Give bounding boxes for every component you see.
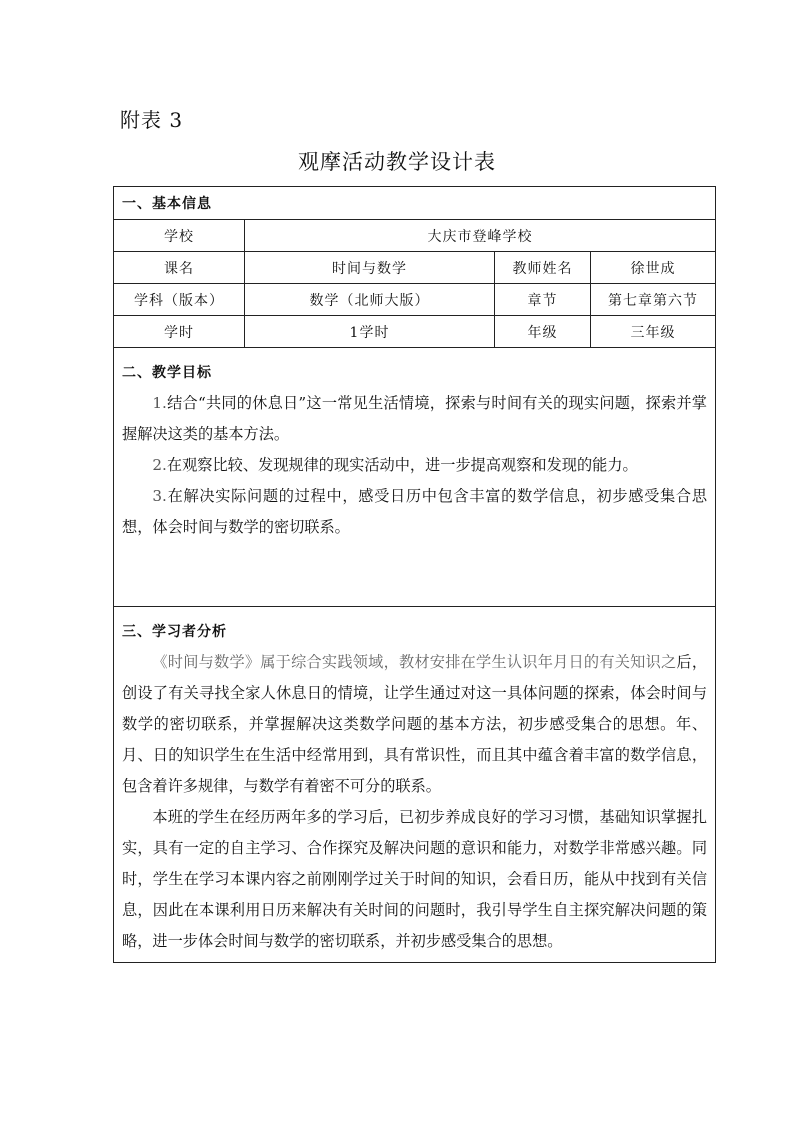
grade-value: 三年级 <box>591 316 716 348</box>
section2-row <box>114 348 716 607</box>
teacher-label: 教师姓名 <box>495 252 591 284</box>
hours-row <box>114 316 716 348</box>
appendix-label: 附表 3 <box>120 108 184 132</box>
hours-value: 1学时 <box>245 316 495 348</box>
page-title: 观摩活动教学设计表 <box>298 150 496 174</box>
section3-heading: 三、学习者分析 <box>122 624 227 640</box>
analysis-paragraph: 《时间与数学》属于综合实践领域，教材安排在学生认识年月日的有关知识之后，创设了有关寻找全家人休息日的情境，让学生通过对这一具体问题的探索，体会时间与数学的密切联系，并掌握解决这类数学问题的基本方法，初步感受集合的思想。年、月、日的知识学生在生活中经常用到，具有常识性，而且其中蕴含着丰富的数学信息，包含着许多规律，与数学有着密不可分的联系。 <box>122 653 708 795</box>
section1-heading: 一、基本信息 <box>114 187 716 220</box>
teacher-value: 徐世成 <box>591 252 716 284</box>
school-label: 学校 <box>114 220 245 252</box>
course-value: 时间与数学 <box>245 252 495 284</box>
chapter-label: 章节 <box>495 284 591 316</box>
learner-analysis-block <box>114 607 716 963</box>
hours-label: 学时 <box>114 316 245 348</box>
teaching-goals-block <box>114 348 716 607</box>
goal-item: 2.在观察比较、发现规律的现实活动中，进一步提高观察和发现的能力。 <box>152 456 638 474</box>
subject-label: 学科（版本） <box>114 284 245 316</box>
section3-row <box>114 607 716 963</box>
analysis-paragraph: 本班的学生在经历两年多的学习后，已初步养成良好的学习习惯，基础知识掌握扎实，具有一定的自主学习、合作探究及解决问题的意识和能力，对数学非常感兴趣。同时，学生在学习本课内容之前刚刚学过关于时间的知识，会看日历，能从中找到有关信息，因此在本课利用日历来解决有关时间的问题时，我引导学生自主探究解决问题的策略，进一步体会时间与数学的密切联系，并初步感受集合的思想。 <box>122 808 707 950</box>
goal-item: 1.结合“共同的休息日”这一常见生活情境，探索与时间有关的现实问题，探索并掌握解决这类的基本方法。 <box>122 394 707 443</box>
design-table <box>113 186 716 963</box>
grade-label: 年级 <box>495 316 591 348</box>
section2-heading: 二、教学目标 <box>122 365 212 381</box>
section1-heading-row <box>114 187 716 220</box>
subject-row <box>114 284 716 316</box>
goal-item: 3.在解决实际问题的过程中，感受日历中包含丰富的数学信息，初步感受集合思想，体会时间与数学的密切联系。 <box>122 487 707 536</box>
course-label: 课名 <box>114 252 245 284</box>
school-value: 大庆市登峰学校 <box>245 220 716 252</box>
school-row <box>114 220 716 252</box>
chapter-value: 第七章第六节 <box>591 284 716 316</box>
course-row <box>114 252 716 284</box>
subject-value: 数学（北师大版） <box>245 284 495 316</box>
